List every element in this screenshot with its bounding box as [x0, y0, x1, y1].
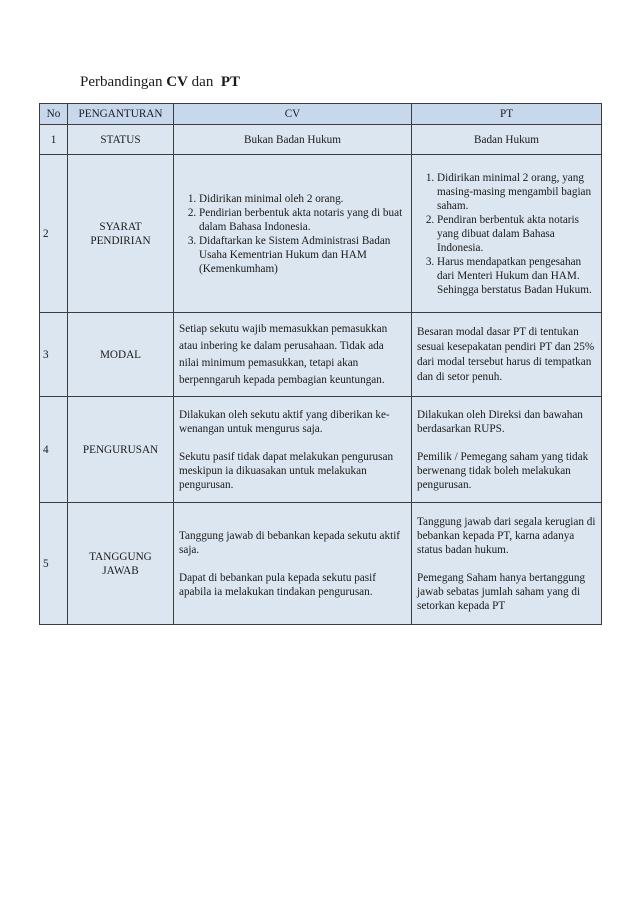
cv-text: Setiap sekutu wajib memasukkan pemasukkan atau inbering ke dalam perusahaan. Tidak ada nilai minimum pemasukkan, tetapi akan berpenngaruh kepada pembagian keuntungan. — [179, 322, 388, 386]
cv-cell — [174, 503, 412, 625]
list-item: 3. Harus mendapatkan pengesahan dari Menteri Hukum dan HAM. Sehingga berstatus Badan Hukum. — [437, 255, 596, 297]
row-criteria — [68, 155, 174, 313]
pt-cell — [412, 155, 602, 313]
criteria-line: PENDIRIAN — [90, 234, 151, 247]
cv-cell — [174, 397, 412, 503]
pt-paragraph: Pemilik / Pemegang saham yang tidak berwenang tidak boleh melakukan pengurusan. — [417, 450, 589, 491]
criteria-line: SYARAT — [99, 220, 142, 233]
list-item: 2. Pendirian berbentuk akta notaris yang di buat dalam Bahasa Indonesia. — [199, 206, 406, 234]
row-criteria: PENGURUSAN — [68, 397, 174, 503]
table-row — [40, 503, 602, 625]
row-number: 3 — [40, 313, 68, 397]
page-title — [80, 74, 240, 91]
cv-paragraph: Sekutu pasif tidak dapat melakukan pengurusan meskipun ia dikuasakan untuk melakukan pengurusan. — [179, 450, 394, 491]
pt-list — [417, 171, 596, 297]
table-row — [40, 125, 602, 155]
row-criteria: MODAL — [68, 313, 174, 397]
pt-paragraph: Tanggung jawab dari segala kerugian di bebankan kepada PT, karna adanya status badan hukum. — [417, 515, 596, 556]
header-criteria: PENGANTURAN — [68, 104, 174, 125]
cv-paragraph: Tanggung jawab di bebankan kepada sekutu aktif saja. — [179, 529, 401, 556]
title-pt: PT — [220, 74, 240, 90]
title-cv: CV — [166, 74, 188, 90]
list-item: 2. Pendiran berbentuk akta notaris yang dibuat dalam Bahasa Indonesia. — [437, 213, 596, 255]
pt-text: Besaran modal dasar PT di tentukan sesuai kesepakatan pendiri PT dan 25% dari modal tersebut harus di tempatkan dan di setor penuh. — [417, 325, 595, 383]
row-number: 2 — [40, 155, 68, 313]
header-cv: CV — [174, 104, 412, 125]
pt-cell: Badan Hukum — [412, 125, 602, 155]
row-criteria: STATUS — [68, 125, 174, 155]
pt-paragraph: Dilakukan oleh Direksi dan bawahan berdasarkan RUPS. — [417, 408, 583, 435]
title-prefix: Perbandingan — [80, 74, 167, 90]
row-number: 1 — [40, 125, 68, 155]
list-item: 3. Didaftarkan ke Sistem Administrasi Badan Usaha Kementrian Hukum dan HAM (Kemenkumham) — [199, 234, 406, 276]
pt-cell — [412, 503, 602, 625]
row-criteria — [68, 503, 174, 625]
comparison-table — [39, 103, 602, 625]
cv-cell — [174, 313, 412, 397]
criteria-line: TANGGUNG — [89, 550, 152, 563]
cv-paragraph: Dilakukan oleh sekutu aktif yang diberikan ke-wenangan untuk mengurus saja. — [179, 408, 390, 435]
pt-paragraph: Pemegang Saham hanya bertanggung jawab sebatas jumlah saham yang di setorkan kepada PT — [417, 571, 586, 612]
row-number: 5 — [40, 503, 68, 625]
list-item: 1. Didirikan minimal 2 orang, yang masing-masing mengambil bagian saham. — [437, 171, 596, 213]
header-row — [40, 104, 602, 125]
cv-list — [179, 192, 406, 276]
pt-cell — [412, 313, 602, 397]
cv-cell — [174, 155, 412, 313]
list-item: 1. Didirikan minimal oleh 2 orang. — [199, 192, 406, 206]
title-mid: dan — [187, 74, 221, 90]
cv-paragraph: Dapat di bebankan pula kepada sekutu pasif apabila ia melakukan tindakan pengurusan. — [179, 571, 376, 598]
table-row — [40, 397, 602, 503]
pt-cell — [412, 397, 602, 503]
cv-cell: Bukan Badan Hukum — [174, 125, 412, 155]
header-pt: PT — [412, 104, 602, 125]
table-row — [40, 155, 602, 313]
row-number: 4 — [40, 397, 68, 503]
header-no: No — [40, 104, 68, 125]
criteria-line: JAWAB — [102, 564, 139, 577]
table-row — [40, 313, 602, 397]
